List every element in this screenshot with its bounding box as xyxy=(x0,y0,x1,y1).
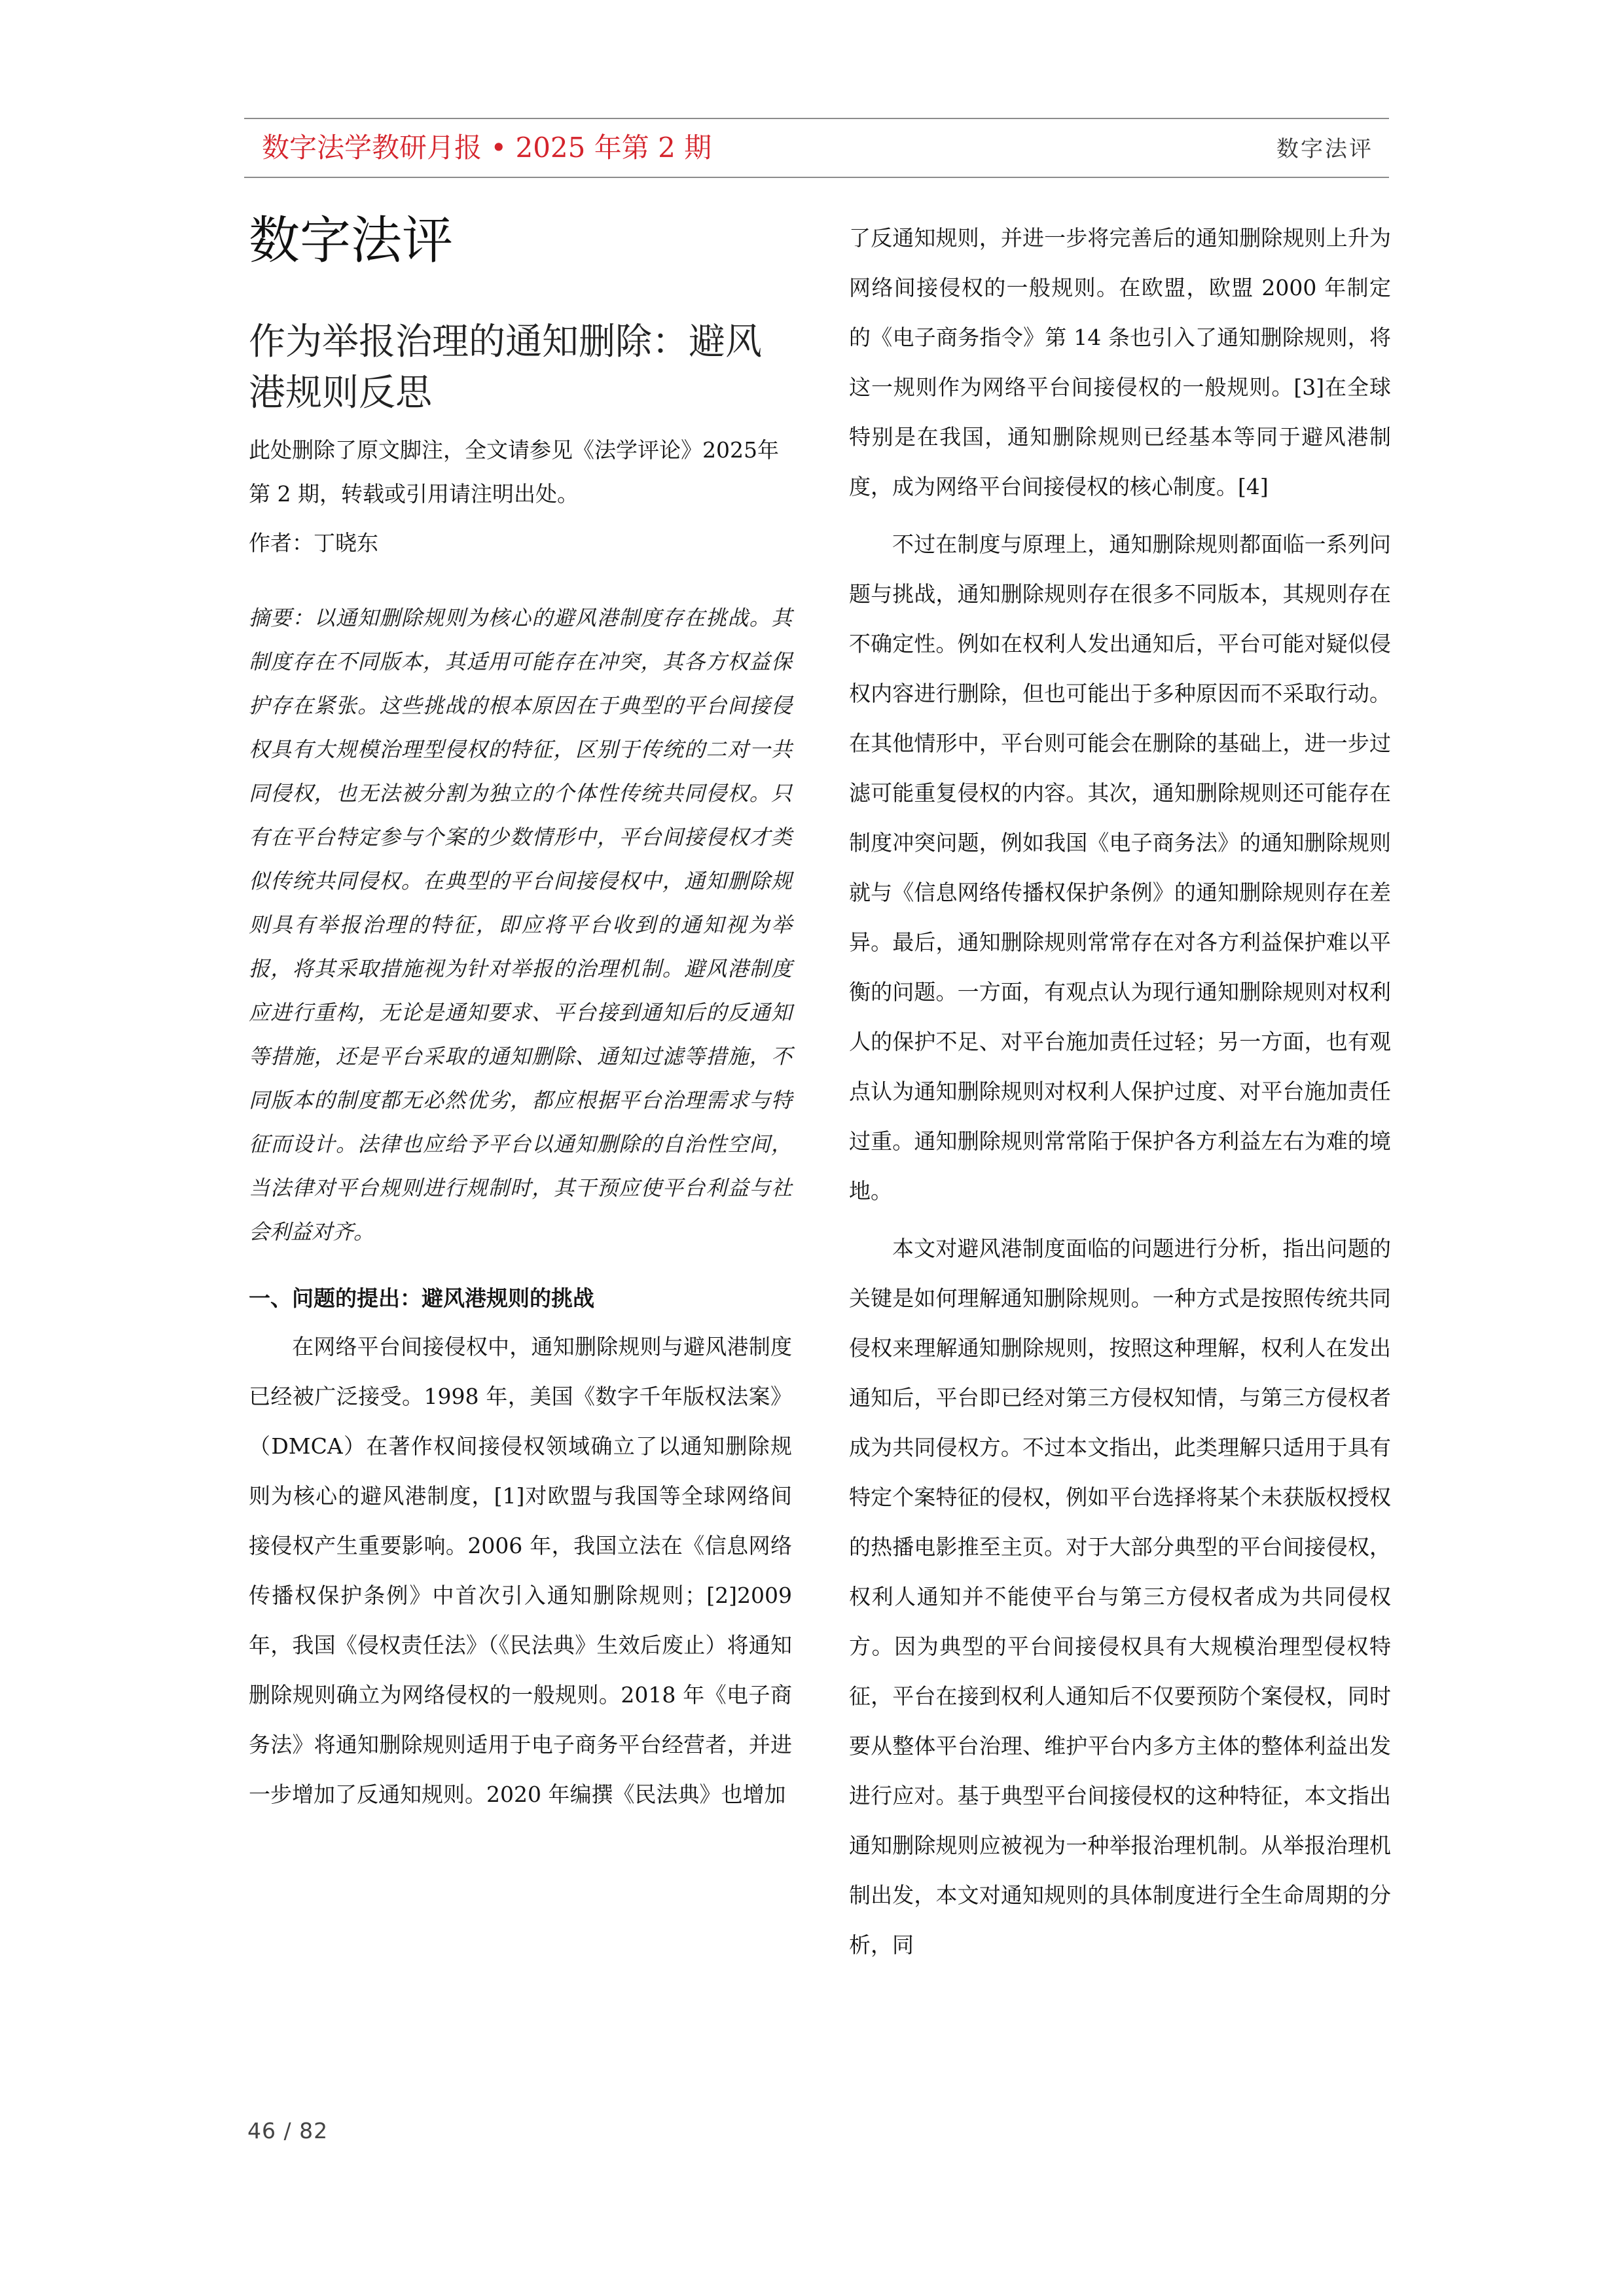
section-name: 数字法评 xyxy=(249,211,454,270)
right-column xyxy=(849,213,1391,1970)
article-title: 作为举报治理的通知删除：避风港规则反思 xyxy=(249,321,762,414)
body-paragraph: 了反通知规则，并进一步将完善后的通知删除规则上升为网络间接侵权的一般规则。在欧盟，欧盟 2000 年制定的《电子商务指令》第 14 条也引入了通知删除规则，将这一规则作为网络平台间接侵权的一般规则。[3]在全球特别是在我国，通知删除规则已经基本等同于避风港制度，成为网络平台间接侵权的核心制度。[4] xyxy=(849,225,1391,499)
author-line: 作者：丁晓东 xyxy=(249,530,378,556)
footnote-removal-note: 此处删除了原文脚注，全文请参见《法学评论》2025年第 2 期，转载或引用请注明出处。 xyxy=(249,437,779,507)
abstract: 摘要：以通知删除规则为核心的避风港制度存在挑战。其制度存在不同版本，其适用可能存在冲突，其各方权益保护存在紧张。这些挑战的根本原因在于典型的平台间接侵权具有大规模治理型侵权的特征，区别于传统的二对一共同侵权，也无法被分割为独立的个体性传统共同侵权。只有在平台特定参与个案的少数情形中，平台间接侵权才类似传统共同侵权。在典型的平台间接侵权中，通知删除规则具有举报治理的特征，即应将平台收到的通知视为举报，将其采取措施视为针对举报的治理机制。避风港制度应进行重构，无论是通知要求、平台接到通知后的反通知等措施，还是平台采取的通知删除、通知过滤等措施，不同版本的制度都无必然优劣，都应根据平台治理需求与特征而设计。法律也应给予平台以通知删除的自治性空间，当法律对平台规则进行规制时，其干预应使平台利益与社会利益对齐。 xyxy=(249,605,792,1244)
body-paragraph: 在网络平台间接侵权中，通知删除规则与避风港制度已经被广泛接受。1998 年，美国《数字千年版权法案》（DMCA）在著作权间接侵权领域确立了以通知删除规则为核心的避风港制度，[1]对欧盟与我国等全球网络间接侵权产生重要影响。2006 年，我国立法在《信息网络传播权保护条例》中首次引入通知删除规则；[2]2009 年，我国《侵权责任法》（《民法典》生效后废止）将通知删除规则确立为网络侵权的一般规则。2018 年《电子商务法》将通知删除规则适用于电子商务平台经营者，并进一步增加了反通知规则。2020 年编撰《民法典》也增加 xyxy=(249,1334,792,1807)
left-column xyxy=(249,208,792,1820)
journal-name: 数字法学教研月报 • 2025 年第 2 期 xyxy=(262,132,712,164)
body-paragraph: 不过在制度与原理上，通知删除规则都面临一系列问题与挑战，通知删除规则存在很多不同版本，其规则存在不确定性。例如在权利人发出通知后，平台可能对疑似侵权内容进行删除，但也可能出于多种原因而不采取行动。在其他情形中，平台则可能会在删除的基础上，进一步过滤可能重复侵权的内容。其次，通知删除规则还可能存在制度冲突问题，例如我国《电子商务法》的通知删除规则就与《信息网络传播权保护条例》的通知删除规则存在差异。最后，通知删除规则常常存在对各方利益保护难以平衡的问题。一方面，有观点认为现行通知删除规则对权利人的保护不足、对平台施加责任过轻；另一方面，也有观点认为通知删除规则对权利人保护过度、对平台施加责任过重。通知删除规则常常陷于保护各方利益左右为难的境地。 xyxy=(849,531,1391,1204)
body-paragraph: 本文对避风港制度面临的问题进行分析，指出问题的关键是如何理解通知删除规则。一种方式是按照传统共同侵权来理解通知删除规则，按照这种理解，权利人在发出通知后，平台即已经对第三方侵权知情，与第三方侵权者成为共同侵权方。不过本文指出，此类理解只适用于具有特定个案特征的侵权，例如平台选择将某个未获版权授权的热播电影推至主页。对于大部分典型的平台间接侵权，权利人通知并不能使平台与第三方侵权者成为共同侵权方。因为典型的平台间接侵权具有大规模治理型侵权特征，平台在接到权利人通知后不仅要预防个案侵权，同时要从整体平台治理、维护平台内多方主体的整体利益出发进行应对。基于典型平台间接侵权的这种特征，本文指出通知删除规则应被视为一种举报治理机制。从举报治理机制出发，本文对通知规则的具体制度进行全生命周期的分析，同 xyxy=(849,1236,1391,1958)
running-header xyxy=(244,118,1389,178)
page-number: 46 / 82 xyxy=(247,2118,329,2144)
header-section-name: 数字法评 xyxy=(1276,136,1373,162)
section-heading: 一、问题的提出：避风港规则的挑战 xyxy=(249,1285,594,1311)
